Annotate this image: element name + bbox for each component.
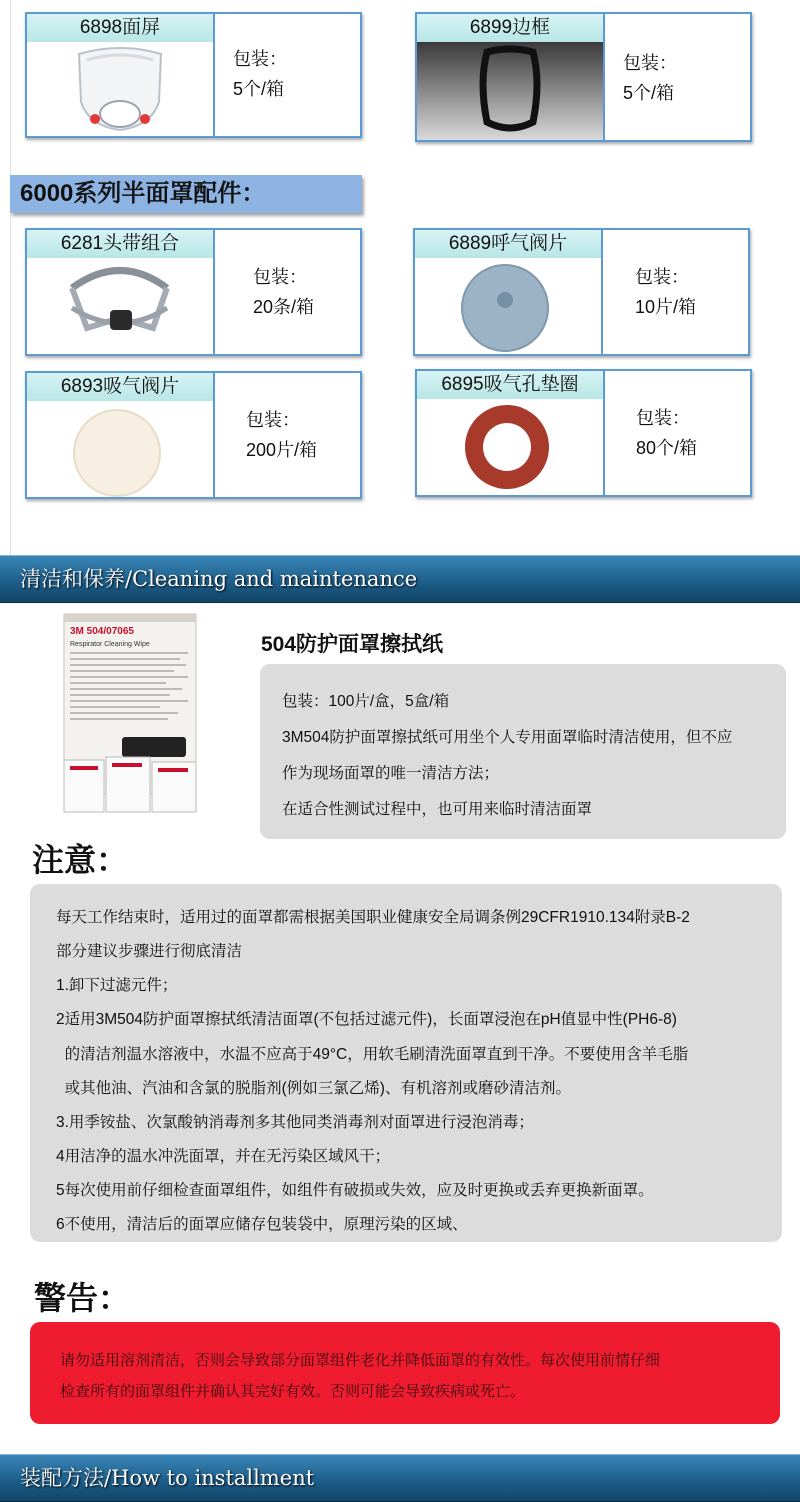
warning-box <box>30 1322 780 1424</box>
wipe-description-box <box>260 664 786 839</box>
notice-line: 每天工作结束时，适用过的面罩都需根据美国职业健康安全局调条例29CFR1910.134附录B-2 <box>56 909 690 926</box>
packaging-value: 80个/箱 <box>636 438 698 458</box>
product-label: 6281头带组合 <box>27 230 213 258</box>
product-label: 6895吸气孔垫圈 <box>417 371 603 399</box>
product-card-6281[interactable] <box>25 228 362 356</box>
inhalation-gasket-icon <box>417 399 603 495</box>
banner-title: 装配方法/How to installment <box>20 1466 315 1490</box>
warning-line: 检查所有的面罩组件并确认其完好有效。否则可能会导致疾病或死亡。 <box>60 1383 526 1400</box>
wipe-description-line: 3M504防护面罩擦拭纸可用坐个人专用面罩临时清洁使用，但不应 <box>282 729 733 746</box>
packaging-label: 包装： <box>636 408 690 428</box>
packaging-label: 包装： <box>253 267 307 287</box>
notice-line: 4用洁净的温水冲洗面罩，并在无污染区域风干； <box>56 1148 391 1165</box>
packaging-value: 5个/箱 <box>623 83 675 103</box>
cleaning-wipe-box-image <box>62 612 202 816</box>
exhalation-valve-icon <box>415 258 601 354</box>
packaging-label: 包装： <box>233 49 287 69</box>
notice-line: 5每次使用前仔细检查面罩组件，如组件有破损或失效，应及时更换或丢弃更换新面罩。 <box>56 1182 654 1199</box>
notice-line: 1.卸下过滤元件； <box>56 977 178 994</box>
product-image-cell <box>415 230 603 354</box>
packaging-info <box>253 262 314 322</box>
banner-title: 清洁和保养/Cleaning and maintenance <box>20 567 418 591</box>
product-image-cell <box>27 230 215 354</box>
product-card-6898[interactable] <box>25 12 362 138</box>
packaging-info <box>636 403 697 463</box>
packaging-info <box>635 262 696 322</box>
product-card-6893[interactable] <box>25 371 362 499</box>
wipe-box-brand: 3M 504/07065 <box>70 626 134 637</box>
packaging-value: 20条/箱 <box>253 297 315 317</box>
product-image-cell <box>27 14 215 136</box>
cleaning-maintenance-banner <box>0 555 800 603</box>
lens-frame-icon <box>417 42 603 140</box>
packaging-label: 包装： <box>246 410 300 430</box>
packaging-label: 包装： <box>635 267 689 287</box>
notice-box <box>30 884 782 1242</box>
inhalation-valve-icon <box>27 401 213 497</box>
head-harness-icon <box>27 258 213 354</box>
packaging-value: 5个/箱 <box>233 79 285 99</box>
product-label: 6893吸气阀片 <box>27 373 213 401</box>
packaging-value: 200片/箱 <box>246 440 318 460</box>
notice-heading: 注意： <box>32 842 129 878</box>
packaging-label: 包装： <box>623 53 677 73</box>
wipe-packaging-line: 包装：100片/盒，5盒/箱 <box>282 693 450 710</box>
left-guide-line <box>10 0 11 555</box>
wipe-description-line: 在适合性测试过程中，也可用来临时清洁面罩 <box>282 801 593 818</box>
notice-line: 6不使用，清洁后的面罩应储存包装袋中，原理污染的区域、 <box>56 1216 468 1233</box>
notice-line: 2适用3M504防护面罩擦拭纸清洁面罩(不包括过滤元件)，长面罩浸泡在pH值显中性(PH6-8) <box>56 1011 677 1028</box>
product-card-6895[interactable] <box>415 369 752 497</box>
warning-line: 请勿适用溶剂清洁，否则会导致部分面罩组件老化并降低面罩的有效性。每次使用前情仔细 <box>60 1352 661 1369</box>
product-label: 6889呼气阀片 <box>415 230 601 258</box>
notice-line: 3.用季铵盐、次氯酸钠消毒剂多其他同类消毒剂对面罩进行浸泡消毒； <box>56 1114 534 1131</box>
notice-line: 的清洁剂温水溶液中，水温不应高于49°C，用软毛刷清洗面罩直到干净。不要使用含羊毛脂 <box>56 1046 689 1063</box>
product-label: 6899边框 <box>417 14 603 42</box>
packaging-value: 10片/箱 <box>635 297 697 317</box>
product-card-6899[interactable] <box>415 12 752 142</box>
warning-heading: 警告： <box>34 1280 131 1316</box>
product-image-cell <box>27 373 215 497</box>
face-shield-icon <box>27 42 213 136</box>
product-label: 6898面屏 <box>27 14 213 42</box>
packaging-info <box>246 405 317 465</box>
half-mask-accessories-heading: 6000系列半面罩配件： <box>10 175 362 213</box>
packaging-info <box>623 48 677 108</box>
notice-line: 或其他油、汽油和含氯的脱脂剂(例如三氯乙烯)、有机溶剂或磨砂清洁剂。 <box>56 1080 571 1097</box>
notice-line: 部分建议步骤进行彻底清洁 <box>56 943 243 960</box>
wipe-product-title: 504防护面罩擦拭纸 <box>261 633 444 656</box>
product-card-6889[interactable] <box>413 228 750 356</box>
product-image-cell <box>417 14 605 140</box>
wipe-box-subtitle: Respirator Cleaning Wipe <box>70 641 150 648</box>
packaging-info <box>233 44 287 104</box>
wipe-description-line: 作为现场面罩的唯一清洁方法； <box>282 765 500 782</box>
product-image-cell <box>417 371 605 495</box>
installation-banner <box>0 1454 800 1502</box>
